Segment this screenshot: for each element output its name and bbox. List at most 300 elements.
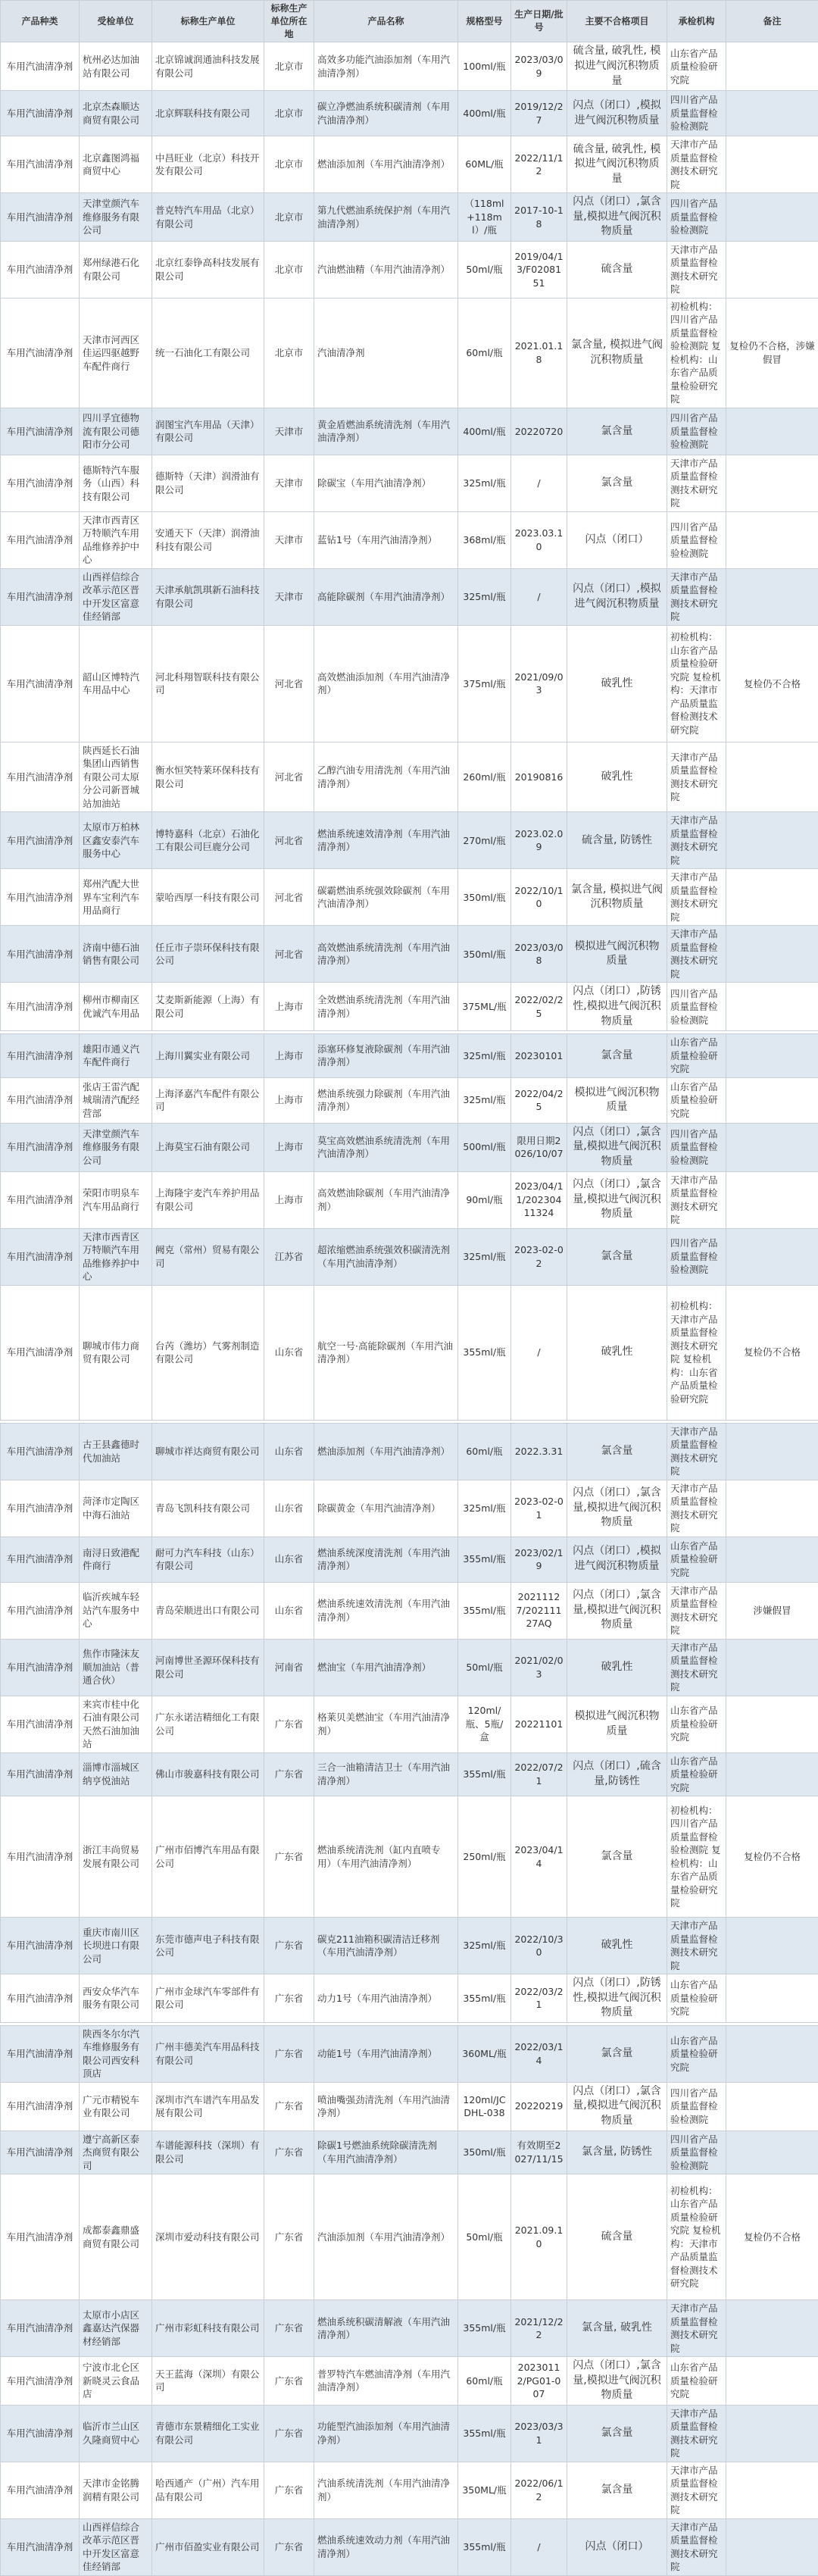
cell-manufacturer-location: 广东省: [264, 2405, 314, 2462]
cell-specification: 350ml/瓶: [458, 869, 511, 926]
cell-production-date: 2023/03/09: [511, 42, 567, 91]
cell-manufacturer: 广州市佰盈实业有限公司: [152, 2518, 264, 2575]
cell-production-date: 20230101: [511, 1034, 567, 1078]
cell-inspected-unit: 郑州绿港石化有限公司: [80, 241, 152, 298]
cell-remark: 涉嫌假冒: [726, 1582, 818, 1639]
cell-production-date: 2023/03/31: [511, 2405, 567, 2462]
cell-remark: [726, 1123, 818, 1171]
cell-production-date: 2023.03.10: [511, 511, 567, 568]
cell-failed-items: 硫含量: [567, 241, 667, 298]
cell-specification: 368ml/瓶: [458, 511, 511, 568]
cell-manufacturer: 北京红泰铮高科技发展有限公司: [152, 241, 264, 298]
cell-manufacturer: 青岛飞凯科技有限公司: [152, 1480, 264, 1537]
cell-manufacturer: 耐可力汽车科技（山东）有限公司: [152, 1537, 264, 1582]
cell-product-name: 燃油系统速效清洗剂（车用汽油清净剂）: [314, 1582, 458, 1639]
cell-production-date: 2021/09/03: [511, 625, 567, 742]
cell-manufacturer: 广州市彩虹科技有限公司: [152, 2300, 264, 2357]
cell-product-name: 喷油嘴强劲清洗剂（车用汽油清净剂）: [314, 2082, 458, 2131]
cell-production-date: 限用日期2026/10/07: [511, 1123, 567, 1171]
cell-product-name: 动能1号（车用汽油清净剂）: [314, 2025, 458, 2082]
cell-product-name: 添塞环修复液除碳剂（车用汽油清净剂）: [314, 1034, 458, 1078]
cell-product-name: 蓝钻1号（车用汽油清净剂）: [314, 511, 458, 568]
cell-remark: [726, 1228, 818, 1285]
table-row: [1, 2518, 818, 2575]
cell-failed-items: 闪点（闭口）,氯含量,模拟进气阀沉积物质量: [567, 1171, 667, 1228]
cell-remark: 复检仍不合格: [726, 2174, 818, 2300]
cell-failed-items: 氯含量: [567, 1423, 667, 1480]
cell-manufacturer-location: 上海市: [264, 1123, 314, 1171]
cell-testing-agency: 天津市产品质量监督检测技术研究院: [667, 742, 726, 812]
cell-inspected-unit: 天津市西青区万特顺汽车用品维修养护中心: [80, 1228, 152, 1285]
cell-failed-items: 闪点（闭口）,硫含量,防锈性: [567, 1752, 667, 1796]
cell-manufacturer: 广州市佰博汽车用品有限公司: [152, 1796, 264, 1918]
cell-product-name: 格莱贝美燃油宝（车用汽油清净剂）: [314, 1696, 458, 1752]
cell-product-name: 燃油系统深度清洗剂（车用汽油清净剂）: [314, 1537, 458, 1582]
cell-testing-agency: 四川省产品质量监督检验检测院: [667, 511, 726, 568]
cell-specification: 400ml/瓶: [458, 91, 511, 136]
table-row: [1, 1537, 818, 1582]
cell-product-category: 车用汽油清净剂: [1, 625, 80, 742]
table-row: [1, 869, 818, 926]
cell-manufacturer: 深圳市汽车谱汽车用品发展有限公司: [152, 2082, 264, 2131]
table-row: [1, 91, 818, 136]
cell-failed-items: 闪点（闭口）,氯含量,模拟进气阀沉积物质量: [567, 193, 667, 242]
cell-inspected-unit: 古王县鑫德时代加油站: [80, 1423, 152, 1480]
cell-product-name: 燃油系统速效清净剂（车用汽油清净剂）: [314, 812, 458, 869]
cell-testing-agency: 天津市产品质量监督检测技术研究院: [667, 136, 726, 193]
cell-product-category: 车用汽油清净剂: [1, 2357, 80, 2406]
cell-production-date: 2022.3.31: [511, 1423, 567, 1480]
cell-product-name: 燃油添加剂（车用汽油清净剂）: [314, 1423, 458, 1480]
cell-inspected-unit: 成都泰鑫鼎盛商贸有限公司: [80, 2174, 152, 2300]
cell-product-name: 第九代燃油系统保护剂（车用汽油清净剂）: [314, 193, 458, 242]
cell-product-name: 碳克211油箱积碳清洁迁移剂（车用汽油清净剂）: [314, 1918, 458, 1974]
cell-failed-items: 模拟进气阀沉积物质量: [567, 1696, 667, 1752]
cell-remark: [726, 2131, 818, 2174]
cell-production-date: 有效期至2027/11/15: [511, 2131, 567, 2174]
cell-specification: 360ML/瓶: [458, 2025, 511, 2082]
cell-production-date: 2022/10/30: [511, 1918, 567, 1974]
cell-testing-agency: 天津市产品质量监督检测技术研究院: [667, 455, 726, 511]
cell-production-date: 2022/04/25: [511, 1077, 567, 1123]
cell-product-category: 车用汽油清净剂: [1, 1974, 80, 2023]
cell-product-name: 汽油清净剂: [314, 298, 458, 408]
cell-product-category: 车用汽油清净剂: [1, 869, 80, 926]
table-row: [1, 1974, 818, 2023]
cell-failed-items: 硫含量, 防锈性: [567, 812, 667, 869]
cell-inspected-unit: 宁波市北仑区新晓灵云食品店: [80, 2357, 152, 2406]
table-row: [1, 136, 818, 193]
cell-manufacturer-location: 广东省: [264, 2357, 314, 2406]
cell-testing-agency: 四川省产品质量监督检验检测院: [667, 983, 726, 1031]
cell-product-name: 三合一油箱清洁卫士（车用汽油清净剂）: [314, 1752, 458, 1796]
cell-remark: [726, 742, 818, 812]
cell-specification: 355ml/瓶: [458, 1537, 511, 1582]
cell-testing-agency: 天津市产品质量监督检测技术研究院: [667, 812, 726, 869]
cell-manufacturer-location: 山东省: [264, 1285, 314, 1420]
cell-inspected-unit: 天津堂颜汽车维修服务有限公司: [80, 1123, 152, 1171]
cell-inspected-unit: 天津市西青区万特顺汽车用品维修养护中心: [80, 511, 152, 568]
cell-manufacturer: 衡水恒笑特莱环保科技有限公司: [152, 742, 264, 812]
cell-specification: 355ml/瓶: [458, 1285, 511, 1420]
cell-production-date: 2022/06/12: [511, 2462, 567, 2518]
cell-specification: 325ml/瓶: [458, 1480, 511, 1537]
cell-production-date: 2022/11/12: [511, 136, 567, 193]
cell-remark: [726, 568, 818, 625]
cell-product-name: 高效燃油系统清洗剂（车用汽油清净剂）: [314, 926, 458, 983]
cell-testing-agency: 天津市产品质量监督检测技术研究院: [667, 1582, 726, 1639]
cell-manufacturer: 深圳市爱动科技有限公司: [152, 2174, 264, 2300]
cell-production-date: 2022/03/21: [511, 1974, 567, 2023]
table-row: [1, 2357, 818, 2406]
column-header: 产品名称: [314, 1, 458, 42]
cell-product-name: 燃油添加剂（车用汽油清净剂）: [314, 136, 458, 193]
cell-remark: [726, 2082, 818, 2131]
cell-remark: [726, 1034, 818, 1078]
cell-inspected-unit: 太原市小店区鑫嘉达汽保器材经销部: [80, 2300, 152, 2357]
cell-specification: 375ML/瓶: [458, 983, 511, 1031]
cell-product-name: 碳霸燃油系统强效除碳剂（车用汽油清净剂）: [314, 869, 458, 926]
cell-testing-agency: 天津市产品质量监督检测技术研究院: [667, 2462, 726, 2518]
cell-testing-agency: 天津市产品质量监督检测技术研究院: [667, 1918, 726, 1974]
cell-product-name: 高效多功能汽油添加剂（车用汽油清净剂）: [314, 42, 458, 91]
cell-remark: [726, 1077, 818, 1123]
cell-manufacturer-location: 广东省: [264, 2300, 314, 2357]
cell-production-date: 20220720: [511, 408, 567, 455]
cell-failed-items: 氯含量: [567, 455, 667, 511]
table-header: [1, 1, 818, 42]
cell-production-date: 20211127/20211127AQ: [511, 1582, 567, 1639]
table-row: [1, 983, 818, 1031]
cell-specification: 100ml/瓶: [458, 42, 511, 91]
cell-inspected-unit: 广元市精锐车业有限公司: [80, 2082, 152, 2131]
table-row: [1, 1796, 818, 1918]
cell-inspected-unit: 荣阳市明泉车汽车用品商行: [80, 1171, 152, 1228]
cell-remark: 复检仍不合格，涉嫌假冒: [726, 298, 818, 408]
table-row: [1, 1077, 818, 1123]
table-row: [1, 241, 818, 298]
column-header: 受检单位: [80, 1, 152, 42]
cell-manufacturer-location: 山东省: [264, 1582, 314, 1639]
cell-specification: 60ml/瓶: [458, 2357, 511, 2406]
cell-manufacturer-location: 上海市: [264, 983, 314, 1031]
cell-manufacturer: 哈西通产（广州）汽车用品有限公司: [152, 2462, 264, 2518]
cell-inspected-unit: 遵宁高新区泰杰商贸有限公司: [80, 2131, 152, 2174]
cell-specification: 325ml/瓶: [458, 1228, 511, 1285]
cell-failed-items: 破乳性: [567, 1639, 667, 1696]
cell-product-name: 航空一号·高能除碳剂（车用汽油清净剂）: [314, 1285, 458, 1420]
cell-remark: [726, 511, 818, 568]
cell-product-category: 车用汽油清净剂: [1, 926, 80, 983]
cell-failed-items: 氯含量, 防锈性: [567, 2131, 667, 2174]
cell-manufacturer: 博特嘉科（北京）石油化工有限公司巨鹿分公司: [152, 812, 264, 869]
cell-failed-items: 闪点（闭口）,模拟进气阀沉积物质量: [567, 91, 667, 136]
cell-specification: 260ml/瓶: [458, 742, 511, 812]
cell-product-category: 车用汽油清净剂: [1, 1796, 80, 1918]
cell-failed-items: 模拟进气阀沉积物质量: [567, 926, 667, 983]
cell-product-category: 车用汽油清净剂: [1, 1228, 80, 1285]
cell-production-date: 2023/04/14: [511, 1796, 567, 1918]
cell-product-category: 车用汽油清净剂: [1, 1639, 80, 1696]
cell-product-name: 汽油添加剂（车用汽油清净剂）: [314, 2174, 458, 2300]
cell-inspected-unit: 四川孚宜德物流有限公司德阳市分公司: [80, 408, 152, 455]
cell-product-category: 车用汽油清净剂: [1, 1123, 80, 1171]
cell-failed-items: 氯含量: [567, 1034, 667, 1078]
cell-manufacturer-location: 河北省: [264, 742, 314, 812]
cell-remark: [726, 1974, 818, 2023]
cell-manufacturer: 上海莫宝石油有限公司: [152, 1123, 264, 1171]
cell-specification: 50ml/瓶: [458, 2174, 511, 2300]
cell-testing-agency: 山东省产品质量检验研究院: [667, 1537, 726, 1582]
cell-product-name: 超浓缩燃油系统强效积碳清洗剂（车用汽油清净剂）: [314, 1228, 458, 1285]
cell-production-date: 2023-02-01: [511, 1480, 567, 1537]
cell-specification: 400ml/瓶: [458, 408, 511, 455]
cell-testing-agency: 四川省产品质量监督检验检测院: [667, 193, 726, 242]
table-row: [1, 298, 818, 408]
cell-product-name: 燃油系统积碳清解液（车用汽油清净剂）: [314, 2300, 458, 2357]
cell-inspected-unit: 焦作市隆沫友顺加油站（普通合伙）: [80, 1639, 152, 1696]
cell-specification: 50ml/瓶: [458, 241, 511, 298]
cell-failed-items: 闪点（闭口）,氯含量,模拟进气阀沉积物质量: [567, 2082, 667, 2131]
cell-inspected-unit: 陕西冬尔尔汽车维修服务有限公司西安科顶店: [80, 2025, 152, 2082]
cell-manufacturer: 阙克（常州）贸易有限公司: [152, 1228, 264, 1285]
table-row: [1, 1123, 818, 1171]
column-header: 标称生产单位: [152, 1, 264, 42]
cell-testing-agency: 天津市产品质量监督检测技术研究院: [667, 926, 726, 983]
cell-remark: [726, 2300, 818, 2357]
cell-manufacturer-location: 北京市: [264, 241, 314, 298]
cell-product-name: 黄金盾燃油系统清洗剂（车用汽油清净剂）: [314, 408, 458, 455]
cell-testing-agency: 四川省产品质量监督检验检测院: [667, 91, 726, 136]
cell-testing-agency: 初检机构：山东省产品质量检验研究院 复检机构：天津市产品质量监督检测技术研究院: [667, 625, 726, 742]
cell-failed-items: 氯含量: [567, 1228, 667, 1285]
cell-manufacturer: 聊城市祥达商贸有限公司: [152, 1423, 264, 1480]
cell-inspected-unit: 陕西延长石油集团山西销售有限公司太原分公司新晋城站加油站: [80, 742, 152, 812]
cell-remark: [726, 1918, 818, 1974]
cell-testing-agency: 初检机构：山东省产品质量检验研究院 复检机构：天津市产品质量监督检测技术研究院: [667, 2174, 726, 2300]
cell-testing-agency: 山东省产品质量检验研究院: [667, 1752, 726, 1796]
cell-remark: [726, 1537, 818, 1582]
cell-inspected-unit: 太原市万柏林区鑫安泰汽车服务中心: [80, 812, 152, 869]
cell-manufacturer-location: 河北省: [264, 812, 314, 869]
cell-product-name: 普罗特汽车燃油清净剂（车用汽油清净剂）: [314, 2357, 458, 2406]
cell-product-category: 车用汽油清净剂: [1, 1034, 80, 1078]
cell-failed-items: 氯含量, 模拟进气阀沉积物质量: [567, 869, 667, 926]
cell-manufacturer-location: 天津市: [264, 408, 314, 455]
cell-remark: [726, 2405, 818, 2462]
cell-product-category: 车用汽油清净剂: [1, 298, 80, 408]
cell-specification: 60ml/瓶: [458, 1423, 511, 1480]
cell-manufacturer-location: 广东省: [264, 1696, 314, 1752]
cell-testing-agency: 四川省产品质量监督检验检测院: [667, 2082, 726, 2131]
cell-manufacturer: 上海隆宇麦汽车养护用品有限公司: [152, 1171, 264, 1228]
cell-remark: [726, 926, 818, 983]
cell-failed-items: 氯含量: [567, 2405, 667, 2462]
cell-inspected-unit: 淄博市淄城区纳亨悦油站: [80, 1752, 152, 1796]
cell-manufacturer: 蒙哈西厚一科技有限公司: [152, 869, 264, 926]
cell-manufacturer: 佛山市骏嘉科技有限公司: [152, 1752, 264, 1796]
cell-manufacturer-location: 山东省: [264, 1423, 314, 1480]
cell-testing-agency: 初检机构：天津市产品质量监督检测技术研究院 复检机构：山东省产品质量检验研究院: [667, 1285, 726, 1420]
column-header: 产品种类: [1, 1, 80, 42]
cell-remark: [726, 1752, 818, 1796]
cell-manufacturer-location: 北京市: [264, 42, 314, 91]
cell-manufacturer: 艾麦斯新能源（上海）有限公司: [152, 983, 264, 1031]
cell-product-name: 功能型汽油添加剂（车用汽油清净剂）: [314, 2405, 458, 2462]
cell-manufacturer: 北京锦诚润通油科技发展有限公司: [152, 42, 264, 91]
cell-product-name: 莫宝高效燃油系统清洗剂（车用汽油清净剂）: [314, 1123, 458, 1171]
cell-testing-agency: 天津市产品质量监督检测技术研究院: [667, 1480, 726, 1537]
cell-production-date: 2019/12/27: [511, 91, 567, 136]
cell-production-date: 20221101: [511, 1696, 567, 1752]
cell-testing-agency: 山东省产品质量检验研究院: [667, 1974, 726, 2023]
cell-manufacturer-location: 广东省: [264, 1752, 314, 1796]
cell-manufacturer: 任丘市子崇环保科技有限公司: [152, 926, 264, 983]
cell-failed-items: 闪点（闭口）,模拟进气阀沉积物质量: [567, 1537, 667, 1582]
cell-specification: 325ml/瓶: [458, 1077, 511, 1123]
cell-production-date: 2022/10/10: [511, 869, 567, 926]
cell-failed-items: 硫含量: [567, 2174, 667, 2300]
cell-product-category: 车用汽油清净剂: [1, 1918, 80, 1974]
cell-inspected-unit: 山西祥信综合改革示范区晋中开发区富意佳经销部: [80, 568, 152, 625]
cell-remark: [726, 1423, 818, 1480]
cell-product-name: 高效燃油除碳剂（车用汽油清净剂）: [314, 1171, 458, 1228]
cell-testing-agency: 天津市产品质量监督检测技术研究院: [667, 2300, 726, 2357]
cell-product-category: 车用汽油清净剂: [1, 2174, 80, 2300]
cell-testing-agency: 天津市产品质量监督检测技术研究院: [667, 1639, 726, 1696]
cell-failed-items: 闪点（闭口）,氯含量,模拟进气阀沉积物质量: [567, 1582, 667, 1639]
table-row: [1, 511, 818, 568]
table-row: [1, 625, 818, 742]
cell-testing-agency: 初检机构：四川省产品质量监督检验检测院 复检机构：山东省产品质量检验研究院: [667, 1796, 726, 1918]
cell-product-category: 车用汽油清净剂: [1, 455, 80, 511]
cell-product-category: 车用汽油清净剂: [1, 1537, 80, 1582]
cell-manufacturer-location: 山东省: [264, 1537, 314, 1582]
cell-inspected-unit: 聊城市伟力商贸有限公司: [80, 1285, 152, 1420]
table-row: [1, 1480, 818, 1537]
cell-product-name: 燃油宝（车用汽油清净剂）: [314, 1639, 458, 1696]
cell-remark: [726, 455, 818, 511]
cell-production-date: 2019/04/13/F0208151: [511, 241, 567, 298]
cell-remark: [726, 1639, 818, 1696]
table-row: [1, 2131, 818, 2174]
cell-manufacturer: 润图宝汽车用品（天津）有限公司: [152, 408, 264, 455]
cell-manufacturer: 车谱能源科技（深圳）有限公司: [152, 2131, 264, 2174]
cell-product-category: 车用汽油清净剂: [1, 1285, 80, 1420]
table-row: [1, 1423, 818, 1480]
cell-inspected-unit: 重庆市南川区长坝进口有限公司: [80, 1918, 152, 1974]
cell-product-category: 车用汽油清净剂: [1, 1077, 80, 1123]
cell-specification: 60ML/瓶: [458, 136, 511, 193]
cell-remark: [726, 42, 818, 91]
cell-failed-items: 模拟进气阀沉积物质量: [567, 1077, 667, 1123]
cell-manufacturer: 上海泽嘉汽车配件有限公司: [152, 1077, 264, 1123]
cell-failed-items: 氯含量: [567, 2025, 667, 2082]
cell-product-name: 汽油燃油精（车用汽油清净剂）: [314, 241, 458, 298]
cell-specification: 325ml/瓶: [458, 1034, 511, 1078]
cell-remark: 复检仍不合格: [726, 1285, 818, 1420]
cell-manufacturer-location: 天津市: [264, 455, 314, 511]
cell-manufacturer-location: 北京市: [264, 298, 314, 408]
cell-manufacturer: 德斯特（天津）润滑油有限公司: [152, 455, 264, 511]
column-header: 生产日期/批号: [511, 1, 567, 42]
cell-manufacturer: 普克特汽车用品（北京）有限公司: [152, 193, 264, 242]
cell-production-date: /: [511, 455, 567, 511]
cell-manufacturer-location: 广东省: [264, 2462, 314, 2518]
header-row: [1, 1, 818, 42]
cell-product-name: 燃油系统速效动力剂（车用汽油清净剂）: [314, 2518, 458, 2575]
cell-inspected-unit: 菏泽市定陶区中海石油站: [80, 1480, 152, 1537]
cell-failed-items: 闪点（闭口）: [567, 2518, 667, 2575]
cell-specification: 350ml/瓶: [458, 2131, 511, 2174]
cell-failed-items: 闪点（闭口）,防锈性,模拟进气阀沉积物质量: [567, 983, 667, 1031]
cell-product-category: 车用汽油清净剂: [1, 91, 80, 136]
cell-inspected-unit: 雄阳市通义汽车配件商行: [80, 1034, 152, 1078]
cell-product-category: 车用汽油清净剂: [1, 2025, 80, 2082]
cell-remark: [726, 2518, 818, 2575]
cell-product-category: 车用汽油清净剂: [1, 2462, 80, 2518]
cell-inspected-unit: 杭州必达加油站有限公司: [80, 42, 152, 91]
cell-specification: 355ml/瓶: [458, 1974, 511, 2023]
cell-specification: 270ml/瓶: [458, 812, 511, 869]
cell-manufacturer-location: 北京市: [264, 91, 314, 136]
cell-testing-agency: 天津市产品质量监督检测技术研究院: [667, 1423, 726, 1480]
cell-specification: 375ml/瓶: [458, 625, 511, 742]
table-row: [1, 455, 818, 511]
cell-product-category: 车用汽油清净剂: [1, 1423, 80, 1480]
cell-inspected-unit: 临沂市兰山区久隆商贸中心: [80, 2405, 152, 2462]
cell-testing-agency: 天津市产品质量监督检测技术研究院: [667, 869, 726, 926]
cell-manufacturer: 中昌旺业（北京）科技开发有限公司: [152, 136, 264, 193]
cell-product-category: 车用汽油清净剂: [1, 2082, 80, 2131]
cell-product-name: 高效燃油添加剂（车用汽油清净剂）: [314, 625, 458, 742]
cell-production-date: 2023/03/08: [511, 926, 567, 983]
cell-product-category: 车用汽油清净剂: [1, 2300, 80, 2357]
table-row: [1, 2082, 818, 2131]
cell-testing-agency: 四川省产品质量监督检验检测院: [667, 1228, 726, 1285]
cell-remark: [726, 1171, 818, 1228]
cell-product-name: 除碳1号燃油系统除碳清洗剂（车用汽油清净剂）: [314, 2131, 458, 2174]
cell-manufacturer: 东莞市德声电子科技有限公司: [152, 1918, 264, 1974]
table-row: [1, 2300, 818, 2357]
cell-production-date: 2017-10-18: [511, 193, 567, 242]
table-row: [1, 568, 818, 625]
cell-manufacturer-location: 广东省: [264, 2025, 314, 2082]
cell-manufacturer-location: 河北省: [264, 869, 314, 926]
table-row: [1, 1696, 818, 1752]
cell-failed-items: 破乳性: [567, 1285, 667, 1420]
cell-failed-items: 硫含量, 破乳性, 模拟进气阀沉积物质量: [567, 136, 667, 193]
cell-product-name: 碳立净燃油系统积碳清剂（车用汽油清净剂）: [314, 91, 458, 136]
cell-manufacturer: 天王蓝海（深圳）有限公司: [152, 2357, 264, 2406]
cell-inspected-unit: 临沂疾城车轻站汽车服务中心: [80, 1582, 152, 1639]
cell-failed-items: 破乳性: [567, 1918, 667, 1974]
cell-inspected-unit: 郑州汽配大世界车宝利汽车用品商行: [80, 869, 152, 926]
cell-specification: 120ml/JCDHL-038: [458, 2082, 511, 2131]
table-row: [1, 1285, 818, 1420]
cell-specification: 325ml/瓶: [458, 1918, 511, 1974]
cell-manufacturer-location: 江苏省: [264, 1228, 314, 1285]
cell-manufacturer: 安通天下（天津）润滑油科技有限公司: [152, 511, 264, 568]
cell-product-name: 除碳黄金（车用汽油清净剂）: [314, 1480, 458, 1537]
cell-manufacturer-location: 广东省: [264, 1796, 314, 1918]
cell-failed-items: 破乳性: [567, 625, 667, 742]
cell-production-date: 2022/07/21: [511, 1752, 567, 1796]
cell-remark: [726, 2357, 818, 2406]
cell-specification: 350ML/瓶: [458, 2462, 511, 2518]
cell-testing-agency: 天津市产品质量监督检测技术研究院: [667, 2405, 726, 2462]
cell-production-date: /: [511, 568, 567, 625]
